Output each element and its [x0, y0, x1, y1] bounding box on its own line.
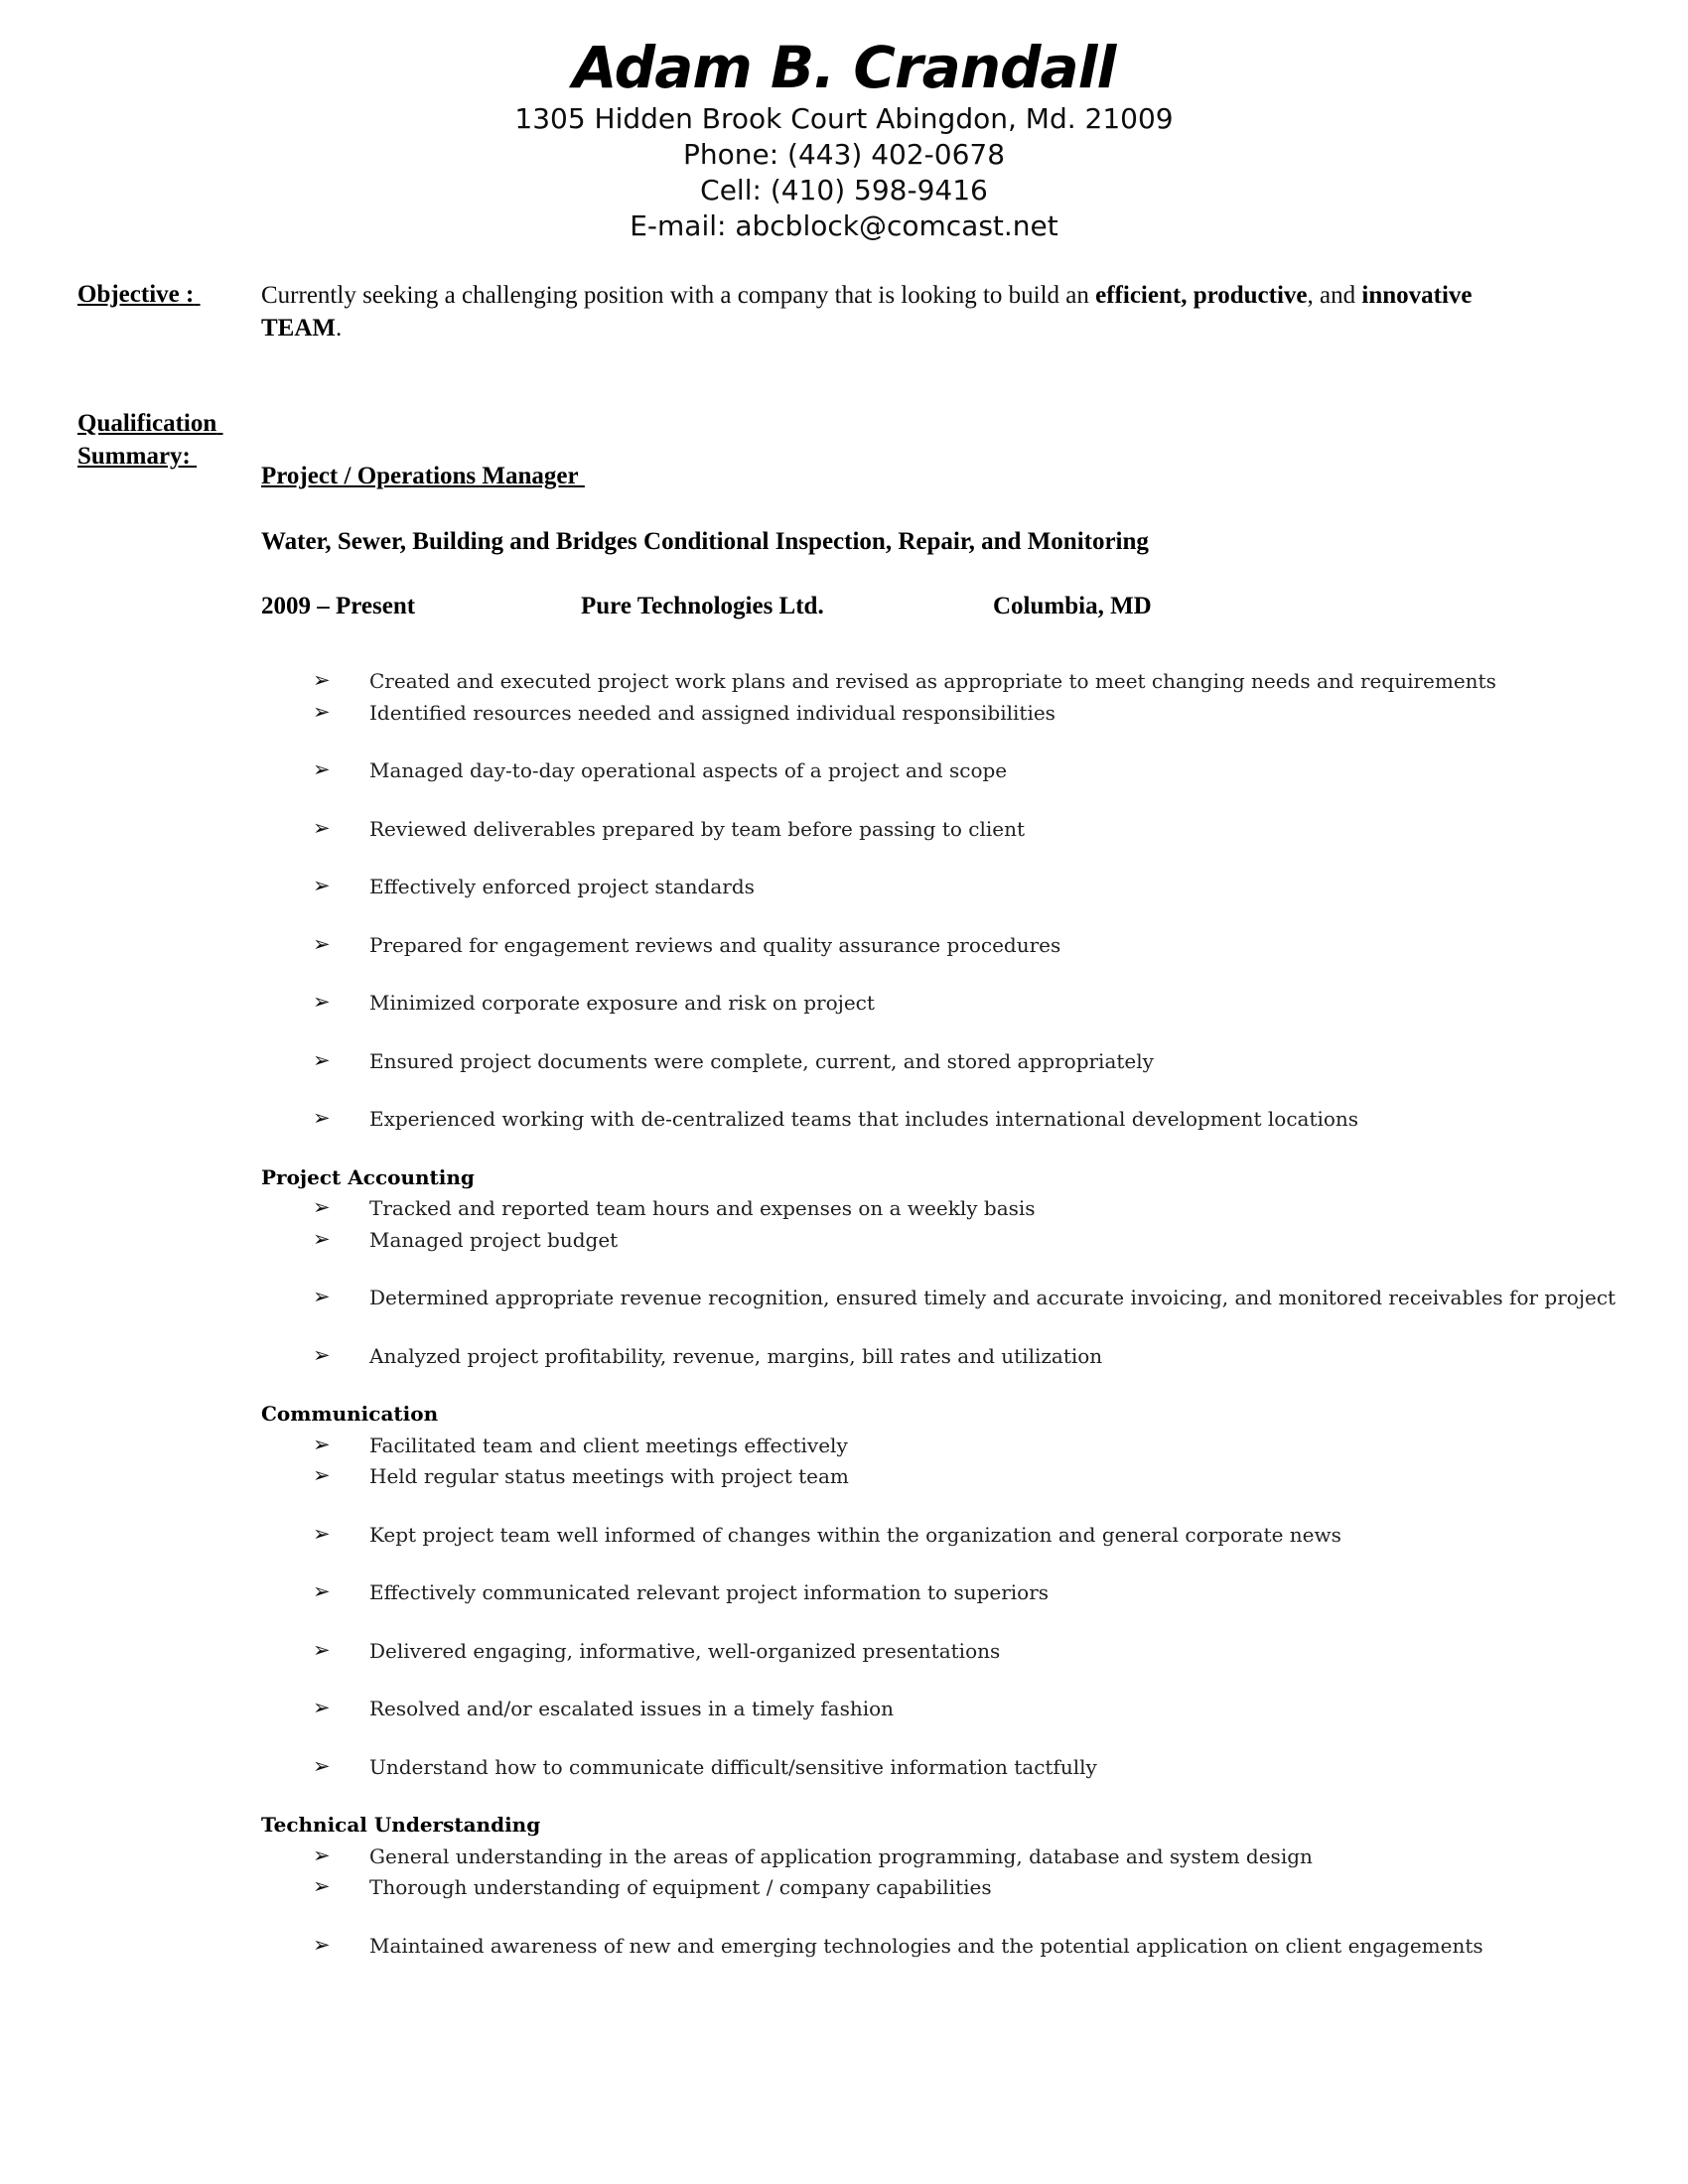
- bullet-text: Minimized corporate exposure and risk on project: [369, 991, 875, 1015]
- bullet-arrow-icon: ➢: [313, 1696, 331, 1719]
- section-heading: Technical Understanding: [261, 1813, 541, 1837]
- list-item: [261, 872, 1651, 903]
- bullet-text: Thorough understanding of equipment / company capabilities: [369, 1875, 992, 1899]
- bullet-arrow-icon: ➢: [313, 1843, 331, 1867]
- bullet-arrow-icon: ➢: [313, 874, 331, 897]
- objective-label-text: Objective :: [77, 281, 195, 308]
- bullet-text: Tracked and reported team hours and expenses on a weekly basis: [369, 1196, 1036, 1220]
- bullet-arrow-icon: ➢: [313, 1637, 331, 1662]
- job-location: Columbia, MD: [993, 593, 1152, 619]
- bullet-text: Held regular status meetings with project team: [369, 1464, 849, 1488]
- bullet-arrow-icon: ➢: [313, 1106, 331, 1130]
- bullet-arrow-icon: ➢: [313, 699, 331, 724]
- list-item: [261, 1461, 1651, 1493]
- list-item: [261, 1341, 1651, 1373]
- list-item: [261, 1046, 1651, 1078]
- bullet-arrow-icon: ➢: [313, 1342, 331, 1367]
- bullet-arrow-icon: ➢: [313, 1521, 331, 1546]
- email-line: E-mail: abcblock@comcast.net: [630, 209, 1058, 242]
- bullet-arrow-icon: ➢: [313, 1579, 331, 1603]
- resume-header: [0, 34, 1688, 244]
- list-item: [261, 1577, 1651, 1609]
- job-company: Pure Technologies Ltd.: [581, 593, 824, 619]
- bullet-arrow-icon: ➢: [313, 1932, 331, 1957]
- list-item: [261, 666, 1651, 698]
- list-item: [261, 1636, 1651, 1668]
- job-title: [261, 463, 585, 490]
- section-heading: Communication: [261, 1402, 439, 1426]
- bullet-text: Facilitated team and client meetings effectively: [369, 1433, 848, 1457]
- bullet-arrow-icon: ➢: [313, 1285, 331, 1308]
- list-item: [261, 1872, 1651, 1904]
- qualification-label-line1: Qualification: [77, 410, 217, 437]
- bullet-text: Kept project team well informed of changes within the organization and general corporate news: [369, 1522, 1341, 1547]
- bullet-text: Created and executed project work plans and revised as appropriate to meet changing needs and requirements: [369, 669, 1496, 693]
- bullet-text: Effectively enforced project standards: [369, 875, 755, 898]
- objective-label: [77, 279, 201, 311]
- bullet-arrow-icon: ➢: [313, 1874, 331, 1898]
- bullet-text: Resolved and/or escalated issues in a timely fashion: [369, 1697, 895, 1720]
- bullet-text: Effectively communicated relevant project information to superiors: [369, 1580, 1050, 1604]
- list-item: [261, 1431, 1651, 1462]
- bullet-arrow-icon: ➢: [313, 1432, 331, 1456]
- bullet-text: Managed project budget: [369, 1227, 619, 1252]
- qualification-summary-label: [77, 407, 223, 473]
- list-item: [261, 1104, 1651, 1136]
- bullet-text: Experienced working with de-centralized teams that includes international development locations: [369, 1107, 1359, 1131]
- bullet-arrow-icon: ➢: [313, 1753, 331, 1778]
- qualification-label-line2: Summary:: [77, 443, 191, 470]
- section-heading: Project Accounting: [261, 1164, 475, 1189]
- person-name: Adam B. Crandall: [572, 34, 1116, 101]
- list-item: [261, 930, 1651, 962]
- list-item: [261, 1842, 1651, 1873]
- bullet-arrow-icon: ➢: [313, 1226, 331, 1251]
- bullet-arrow-icon: ➢: [313, 931, 331, 956]
- bullet-text: Understand how to communicate difficult/sensitive information tactfully: [369, 1754, 1097, 1779]
- list-item: [261, 1520, 1651, 1552]
- job-subtitle: Water, Sewer, Building and Bridges Conditional Inspection, Repair, and Monitoring: [261, 528, 1149, 555]
- bullet-text: Delivered engaging, informative, well-organized presentations: [369, 1638, 1001, 1663]
- job-period: 2009 – Present: [261, 593, 416, 619]
- list-item: [261, 1193, 1651, 1225]
- bullet-arrow-icon: ➢: [313, 757, 331, 781]
- bullet-text: Ensured project documents were complete, current, and stored appropriately: [369, 1048, 1154, 1073]
- bullet-arrow-icon: ➢: [313, 1047, 331, 1072]
- bullet-arrow-icon: ➢: [313, 668, 331, 692]
- job-title-text: Project / Operations Manager: [261, 463, 579, 489]
- phone-line: Phone: (443) 402-0678: [682, 138, 1006, 171]
- list-item: [261, 1752, 1651, 1784]
- list-item: [261, 988, 1651, 1020]
- list-item: [261, 698, 1651, 730]
- bullet-arrow-icon: ➢: [313, 815, 331, 840]
- bullet-text: Reviewed deliverables prepared by team before passing to client: [369, 816, 1026, 841]
- objective-text: Currently seeking a challenging position with a company that is looking to build an efficient, productive, and innovative TEAM.: [261, 282, 1473, 341]
- list-item: [261, 1931, 1651, 1963]
- list-item: [261, 1225, 1651, 1257]
- list-item: [261, 1694, 1651, 1725]
- bullet-text: Identified resources needed and assigned individual responsibilities: [369, 700, 1055, 725]
- bullet-text: Analyzed project profitability, revenue, margins, bill rates and utilization: [369, 1343, 1103, 1368]
- address-line: 1305 Hidden Brook Court Abingdon, Md. 21009: [514, 102, 1174, 135]
- bullet-text: Managed day-to-day operational aspects of a project and scope: [369, 758, 1008, 782]
- list-item: [261, 814, 1651, 846]
- list-item: [261, 1283, 1651, 1314]
- bullet-text: General understanding in the areas of application programming, database and system design: [369, 1843, 1313, 1868]
- job-meta-line: [261, 593, 1552, 626]
- bullet-arrow-icon: ➢: [313, 990, 331, 1014]
- bullet-arrow-icon: ➢: [313, 1195, 331, 1219]
- bullet-text: Determined appropriate revenue recognition, ensured timely and accurate invoicing, and monitored receivables for project: [369, 1286, 1617, 1309]
- bullet-arrow-icon: ➢: [313, 1463, 331, 1487]
- bullet-text: Prepared for engagement reviews and quality assurance procedures: [369, 932, 1061, 957]
- list-item: [261, 755, 1651, 787]
- bullet-text: Maintained awareness of new and emerging technologies and the potential application on client engagements: [369, 1933, 1483, 1958]
- cell-line: Cell: (410) 598-9416: [700, 174, 988, 206]
- experience-list: [261, 666, 1651, 1962]
